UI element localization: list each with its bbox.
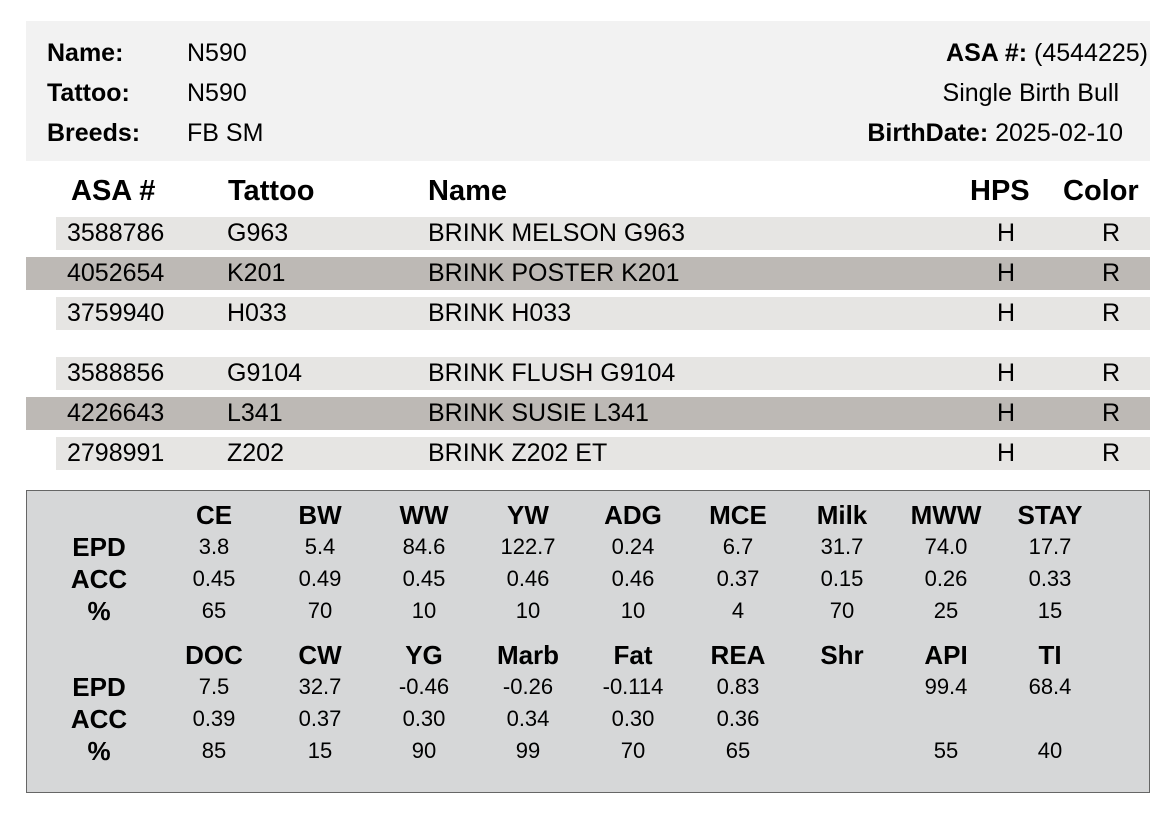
row-color: R (1101, 399, 1121, 427)
epd-trait-header: STAY (1017, 500, 1083, 530)
epd-trait-header: YG (405, 640, 443, 670)
percentile-value: 70 (620, 738, 646, 763)
percentile-value: 85 (201, 738, 227, 763)
row-hps: H (996, 359, 1016, 387)
row-color: R (1101, 299, 1121, 327)
birthdate-value: 2025-02-10 (995, 119, 1123, 147)
acc-value: 0.36 (716, 706, 760, 731)
row-asa: 4226643 (67, 399, 165, 427)
col-header-color: Color (1063, 175, 1139, 207)
row-tattoo: K201 (227, 259, 286, 287)
epd-value: 31.7 (820, 534, 864, 559)
epd-value: 68.4 (1028, 674, 1072, 699)
epd-row-label: EPD (72, 532, 126, 562)
acc-value: 0.15 (820, 566, 864, 591)
epd-value: -0.26 (502, 674, 554, 699)
breeds-label: Breeds: (47, 119, 141, 147)
acc-value: 0.37 (298, 706, 342, 731)
epd-trait-header: Shr (820, 640, 864, 670)
acc-value: 0.46 (611, 566, 655, 591)
percentile-value: 70 (829, 598, 855, 623)
epd-row-label: ACC (70, 704, 128, 734)
row-name: BRINK POSTER K201 (428, 259, 680, 287)
acc-value: 0.26 (924, 566, 968, 591)
acc-value: 0.34 (506, 706, 550, 731)
row-name: BRINK MELSON G963 (428, 219, 686, 247)
percentile-value: 90 (411, 738, 437, 763)
col-header-hps: HPS (970, 175, 1030, 207)
percentile-value: 15 (1037, 598, 1063, 623)
epd-row-label: % (87, 736, 111, 766)
pedigree-row (56, 437, 1150, 470)
epd-trait-header: CE (195, 500, 233, 530)
epd-trait-header: CW (298, 640, 342, 670)
percentile-value: 25 (933, 598, 959, 623)
animal-header (26, 21, 1150, 161)
row-tattoo: H033 (227, 299, 287, 327)
row-asa: 3588856 (67, 359, 165, 387)
name-value: N590 (187, 39, 247, 67)
epd-trait-header: REA (710, 640, 766, 670)
percentile-value: 10 (620, 598, 646, 623)
row-name: BRINK H033 (428, 299, 572, 327)
acc-value: 0.37 (716, 566, 760, 591)
row-tattoo: G963 (227, 219, 289, 247)
epd-trait-header: MWW (910, 500, 982, 530)
epd-value: 0.24 (611, 534, 655, 559)
percentile-value: 10 (411, 598, 437, 623)
col-header-name: Name (428, 175, 507, 207)
percentile-value: 65 (725, 738, 751, 763)
epd-trait-header: Fat (613, 640, 653, 670)
row-tattoo: Z202 (227, 439, 284, 467)
acc-value: 0.30 (402, 706, 446, 731)
epd-value: 0.83 (716, 674, 760, 699)
epd-trait-header: API (924, 640, 968, 670)
tattoo-value: N590 (187, 79, 247, 107)
epd-table (26, 490, 1150, 793)
epd-value: 84.6 (402, 534, 446, 559)
col-header-tattoo: Tattoo (228, 175, 315, 207)
percentile-value: 10 (515, 598, 541, 623)
asa-line (946, 38, 1148, 68)
pedigree-row (56, 357, 1150, 390)
acc-value: 0.45 (192, 566, 236, 591)
percentile-value: 4 (731, 598, 745, 623)
row-color: R (1101, 219, 1121, 247)
epd-trait-header: MCE (709, 500, 767, 530)
row-color: R (1101, 439, 1121, 467)
row-color: R (1101, 359, 1121, 387)
row-asa: 3588786 (67, 219, 165, 247)
row-name: BRINK SUSIE L341 (428, 399, 649, 427)
acc-value: 0.39 (192, 706, 236, 731)
row-color: R (1101, 259, 1121, 287)
epd-value: 6.7 (722, 534, 754, 559)
row-hps: H (996, 219, 1016, 247)
epd-value: 32.7 (298, 674, 342, 699)
row-hps: H (996, 439, 1016, 467)
epd-value: 122.7 (500, 534, 556, 559)
epd-trait-header: BW (298, 500, 342, 530)
row-asa: 2798991 (67, 439, 165, 467)
epd-row-label: EPD (72, 672, 126, 702)
row-hps: H (996, 299, 1016, 327)
breeds-line (47, 118, 264, 148)
row-tattoo: G9104 (227, 359, 303, 387)
percentile-value: 99 (515, 738, 541, 763)
epd-value: -0.46 (398, 674, 450, 699)
row-hps: H (996, 399, 1016, 427)
birthdate-label: BirthDate: (867, 119, 989, 147)
epd-value: 5.4 (304, 534, 336, 559)
epd-trait-header: TI (1038, 640, 1062, 670)
pedigree-row (26, 397, 1150, 430)
epd-row-label: ACC (70, 564, 128, 594)
pedigree-row (56, 217, 1150, 250)
acc-value: 0.45 (402, 566, 446, 591)
pedigree-row (56, 297, 1150, 330)
epd-value: -0.114 (602, 674, 664, 699)
row-asa: 3759940 (67, 299, 165, 327)
epd-row-label: % (87, 596, 111, 626)
percentile-value: 15 (307, 738, 333, 763)
acc-value: 0.46 (506, 566, 550, 591)
tattoo-label: Tattoo: (47, 79, 130, 107)
percentile-value: 65 (201, 598, 227, 623)
acc-value: 0.30 (611, 706, 655, 731)
epd-trait-header: DOC (185, 640, 243, 670)
epd-value: 3.8 (198, 534, 230, 559)
epd-trait-header: Milk (816, 500, 868, 530)
tattoo-line (47, 78, 247, 108)
birthdate-line (867, 118, 1123, 148)
percentile-value: 70 (307, 598, 333, 623)
acc-value: 0.33 (1028, 566, 1072, 591)
percentile-value: 55 (933, 738, 959, 763)
epd-value: 17.7 (1028, 534, 1072, 559)
row-tattoo: L341 (227, 399, 283, 427)
name-label: Name: (47, 39, 124, 67)
acc-value: 0.49 (298, 566, 342, 591)
asa-value: (4544225) (1034, 39, 1148, 67)
row-name: BRINK FLUSH G9104 (428, 359, 676, 387)
epd-value: 7.5 (198, 674, 230, 699)
epd-trait-header: ADG (604, 500, 662, 530)
birth-type: Single Birth Bull (942, 79, 1119, 107)
epd-trait-header: Marb (496, 640, 560, 670)
col-header-asa: ASA # (71, 175, 156, 207)
pedigree-row (26, 257, 1150, 290)
name-line (47, 38, 247, 68)
epd-value: 99.4 (924, 674, 968, 699)
epd-value: 74.0 (924, 534, 968, 559)
epd-trait-header: WW (399, 500, 449, 530)
percentile-value: 40 (1037, 738, 1063, 763)
row-asa: 4052654 (67, 259, 165, 287)
breeds-value: FB SM (187, 119, 264, 147)
asa-label: ASA #: (946, 39, 1028, 67)
row-name: BRINK Z202 ET (428, 439, 608, 467)
row-hps: H (996, 259, 1016, 287)
epd-trait-header: YW (507, 500, 549, 530)
